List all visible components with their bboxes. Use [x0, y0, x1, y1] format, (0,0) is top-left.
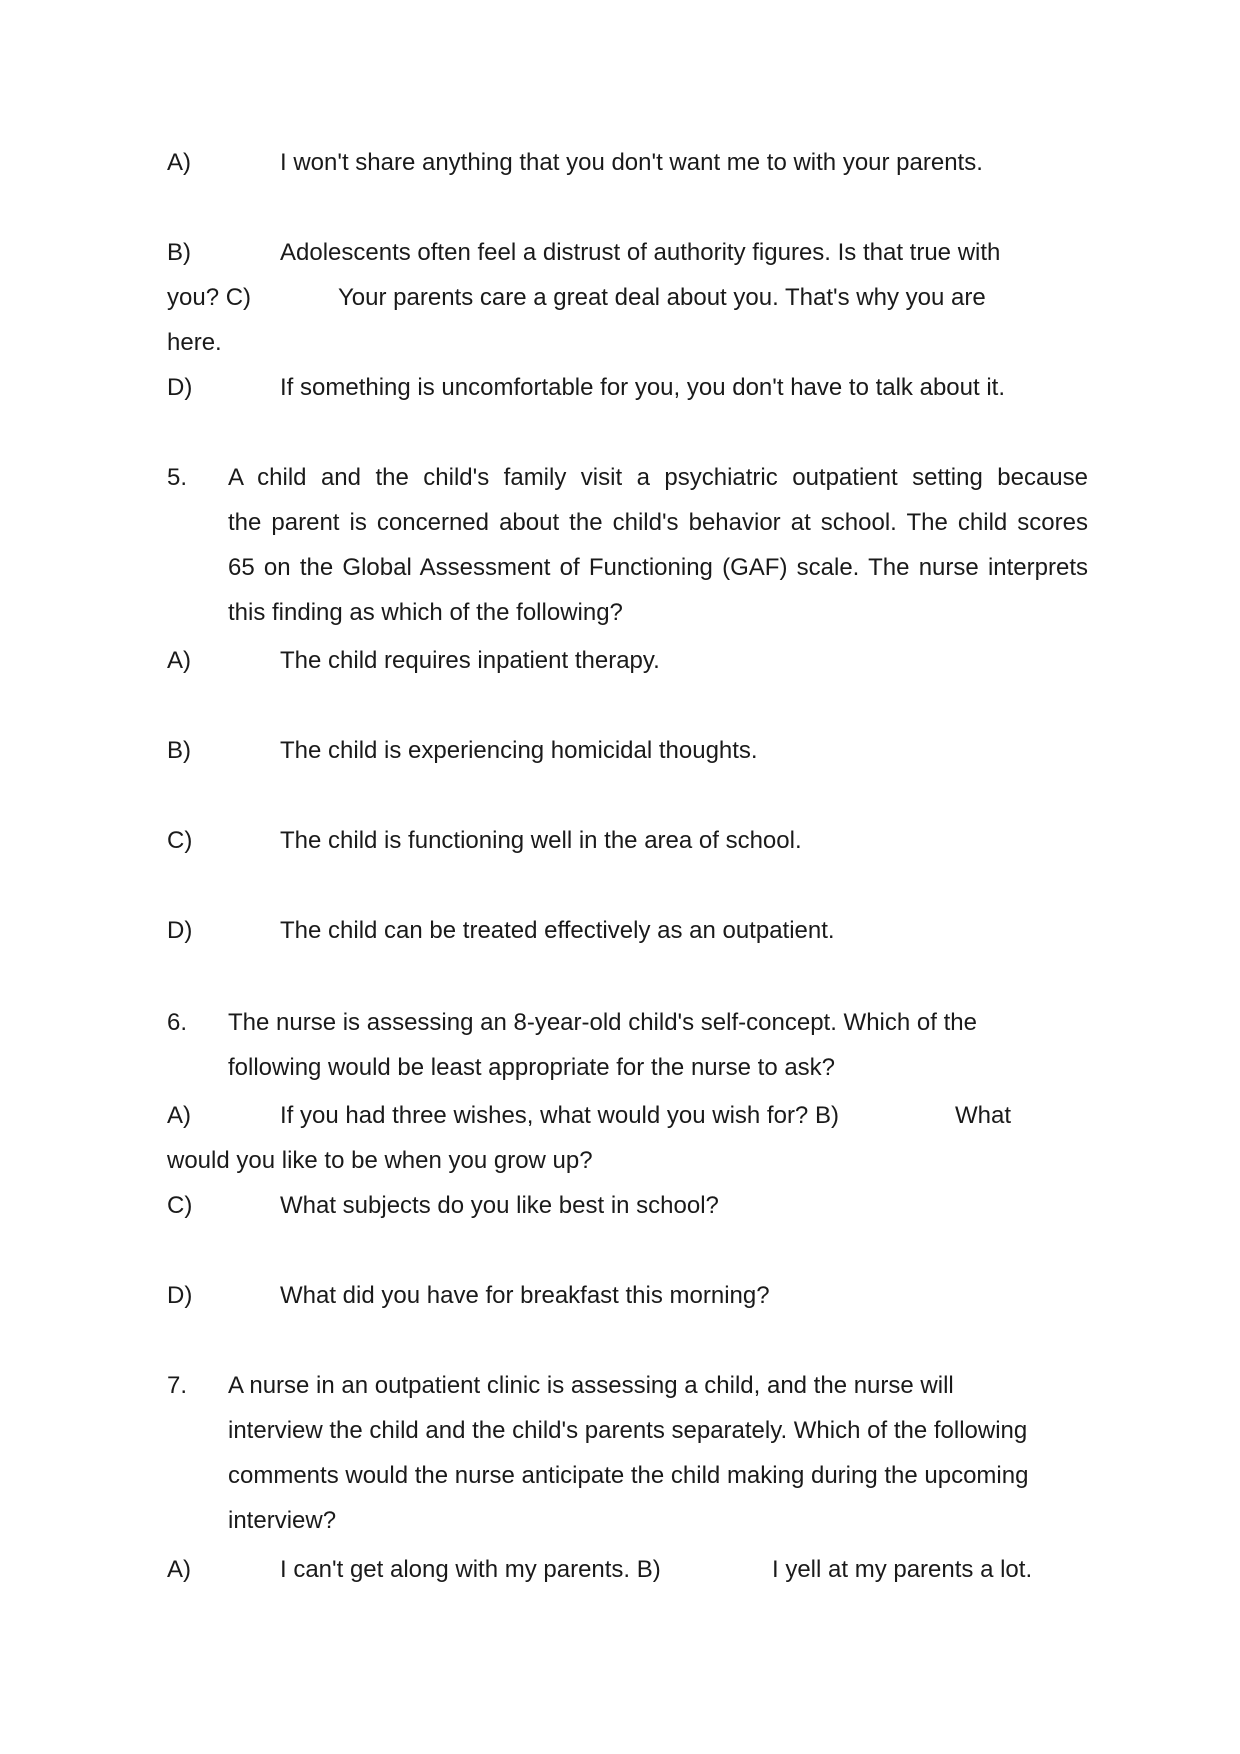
q5-option-a-label: A) [167, 647, 191, 674]
q7-stem-line-1: A nurse in an outpatient clinic is assessing a child, and the nurse will [228, 1372, 954, 1399]
q5-number: 5. [167, 464, 188, 491]
q5-option-c-text: The child is functioning well in the area of school. [280, 827, 802, 854]
q7-number: 7. [167, 1372, 188, 1399]
q7-option-a-text: I can't get along with my parents. B) [280, 1556, 661, 1583]
q4-option-b-label: B) [167, 239, 191, 266]
q7-option-a-label: A) [167, 1556, 191, 1583]
q5-option-b-text: The child is experiencing homicidal thoughts. [280, 737, 758, 764]
q5-option-c-label: C) [167, 827, 193, 854]
q5-stem-line-4: this finding as which of the following? [228, 599, 623, 626]
q6-stem-line-1: The nurse is assessing an 8-year-old child's self-concept. Which of the [228, 1009, 977, 1036]
q5-option-b-label: B) [167, 737, 191, 764]
q4-option-c-continuation: here. [167, 329, 222, 356]
q4-option-a-label: A) [167, 149, 191, 176]
q6-option-c-label: C) [167, 1192, 193, 1219]
q4-option-c-text: Your parents care a great deal about you. That's why you are [338, 284, 986, 311]
q6-option-c-text: What subjects do you like best in school? [280, 1192, 719, 1219]
q6-option-d-label: D) [167, 1282, 193, 1309]
q5-stem-line-2: the parent is concerned about the child's behavior at school. The child scores [228, 509, 1088, 536]
q4-option-d-text: If something is uncomfortable for you, you don't have to talk about it. [280, 374, 1005, 401]
q6-option-b-continuation: would you like to be when you grow up? [167, 1147, 593, 1174]
q6-stem-line-2: following would be least appropriate for the nurse to ask? [228, 1054, 836, 1081]
q7-option-b-text: I yell at my parents a lot. [772, 1556, 1033, 1583]
q7-stem-line-4: interview? [228, 1507, 337, 1534]
q7-stem-line-2: interview the child and the child's parents separately. Which of the following [228, 1417, 1028, 1444]
q4-option-b-continuation: you? C) [167, 284, 252, 311]
q6-option-b-text: What [955, 1102, 1012, 1129]
q5-stem-line-1: A child and the child's family visit a psychiatric outpatient setting because [228, 464, 1088, 491]
q6-option-a-text: If you had three wishes, what would you wish for? B) [280, 1102, 839, 1129]
q5-option-d-label: D) [167, 917, 193, 944]
q6-number: 6. [167, 1009, 188, 1036]
q5-option-d-text: The child can be treated effectively as an outpatient. [280, 917, 835, 944]
q4-option-a-text: I won't share anything that you don't want me to with your parents. [280, 149, 983, 176]
q5-option-a-text: The child requires inpatient therapy. [280, 647, 660, 674]
q7-stem-line-3: comments would the nurse anticipate the child making during the upcoming [228, 1462, 1029, 1489]
q6-option-a-label: A) [167, 1102, 191, 1129]
q5-stem-line-3: 65 on the Global Assessment of Functioning (GAF) scale. The nurse interprets [228, 554, 1088, 581]
q4-option-d-label: D) [167, 374, 193, 401]
q4-option-b-text: Adolescents often feel a distrust of authority figures. Is that true with [280, 239, 1001, 266]
q6-option-d-text: What did you have for breakfast this morning? [280, 1282, 770, 1309]
